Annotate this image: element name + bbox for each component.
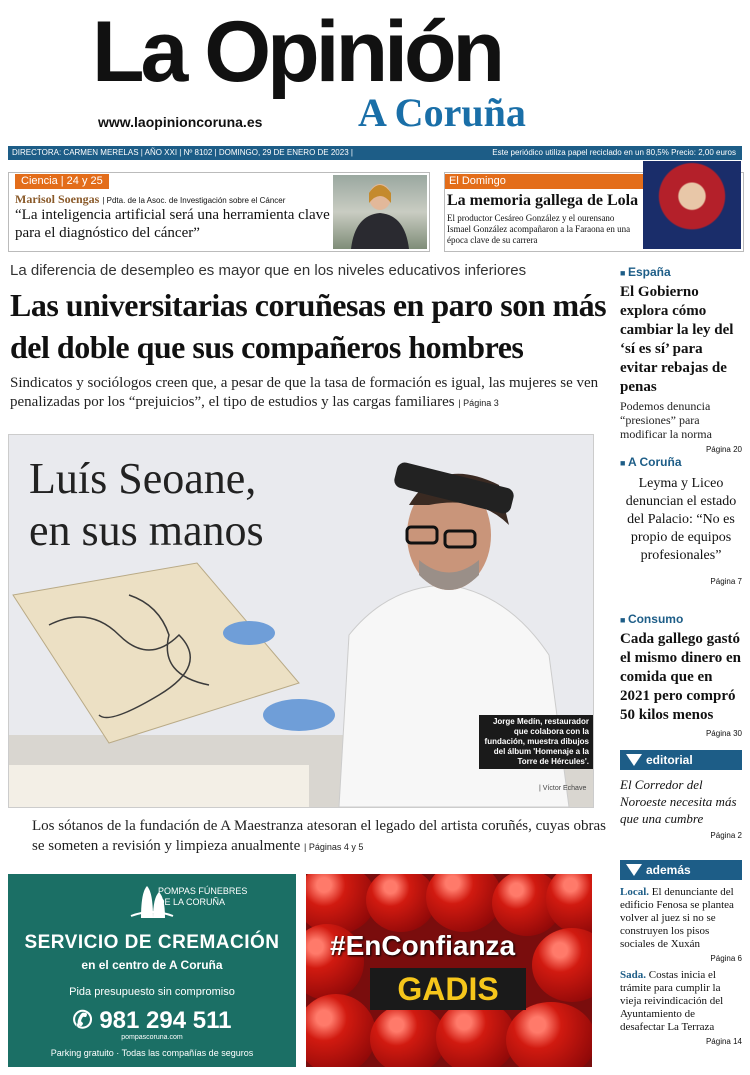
sidebar-ademas-item2-lead: Sada. bbox=[620, 969, 646, 981]
tomato-image bbox=[366, 874, 436, 932]
info-bar bbox=[8, 146, 742, 160]
photo-caption-page-ref: | Páginas 4 y 5 bbox=[304, 842, 364, 852]
lead-summary-text: Sindicatos y sociólogos creen que, a pesar de que la tasa de formación es igual, las mujeres se ven penalizadas por los “prejuicios”, el tipo de estudios y las cargas familiares bbox=[10, 375, 599, 410]
ad-gadis-hashtag: #EnConfianza bbox=[330, 930, 516, 961]
lead-headline[interactable]: Las universitarias coruñesas en paro son más del doble que sus compañeros hombres bbox=[10, 287, 607, 365]
masthead-url[interactable]: www.laopinioncoruna.es bbox=[98, 114, 263, 130]
ad-cremation-brand-line1: POMPAS FÚNEBRES bbox=[158, 886, 248, 896]
promo-science-byline-desc: | Pdta. de la Asoc. de Investigación sobre el Cáncer bbox=[102, 196, 286, 205]
sidebar-coruna-title: Leyma y Liceo denuncian el estado del Palacio: “No es propio de equipos profesionales” bbox=[625, 476, 737, 563]
photo-caption-text: Los sótanos de la fundación de A Maestranza atesoran el legado del artista coruñés, cuyas obras se someten a revisión y limpieza anualmente bbox=[32, 818, 606, 854]
tomato-image bbox=[306, 994, 376, 1067]
ad-cremation-cta: Pida presupuesto sin compromiso bbox=[69, 986, 235, 998]
info-bar-price: Este periódico utiliza papel reciclado en un 80,5% Precio: 2,00 euros bbox=[492, 148, 736, 157]
sidebar-coruna-label: ■ A Coruña bbox=[620, 455, 742, 469]
ad-cremation-phone-number: 981 294 511 bbox=[99, 1007, 232, 1034]
tomato-image bbox=[426, 874, 502, 932]
promo-domingo-text: El productor Cesáreo González y el ourensano Ismael González acompañaron a la Faraona en una época clave de su carrera bbox=[447, 213, 631, 245]
photo-headline-line2: en sus manos bbox=[29, 506, 264, 555]
sidebar-espana-title: El Gobierno explora cómo cambiar la ley del ‘sí es sí’ para evitar rebajas de penas bbox=[620, 284, 734, 395]
promo-science-photo bbox=[333, 175, 427, 249]
ad-cremation-title: SERVICIO DE CREMACIÓN bbox=[24, 932, 280, 953]
ad-cremation-phone[interactable] bbox=[8, 1006, 296, 1035]
sidebar-ademas-item2-page: Página 14 bbox=[705, 1037, 742, 1046]
photo-headline-line1: Luís Seoane, bbox=[29, 454, 257, 503]
promo-domingo[interactable] bbox=[444, 172, 744, 252]
phone-icon: ✆ bbox=[72, 1007, 93, 1034]
sidebar-editorial[interactable] bbox=[620, 750, 742, 840]
tomato-image bbox=[436, 1000, 516, 1067]
promo-domingo-photo bbox=[643, 161, 741, 249]
sidebar-espana-page: Página 20 bbox=[705, 445, 742, 454]
promo-domingo-tag: El Domingo bbox=[445, 174, 645, 189]
ad-cremation-brand bbox=[158, 886, 247, 908]
lead-summary bbox=[10, 374, 606, 413]
promo-domingo-title: La memoria gallega de Lola bbox=[447, 192, 639, 209]
masthead-title: La Opinión bbox=[92, 4, 502, 100]
photo-caption-box: Jorge Medín, restaurador que colabora con la fundación, muestra dibujos del álbum 'Homenaje a la Torre de Hércules'. bbox=[479, 715, 593, 769]
lead-kicker: La diferencia de desempleo es mayor que en los niveles educativos inferiores bbox=[10, 262, 527, 279]
ad-cremation-footer: Parking gratuito · Todas las compañías de seguros bbox=[50, 1048, 254, 1058]
promo-science-byline bbox=[15, 192, 285, 207]
sidebar-consumo-title: Cada gallego gastó el mismo dinero en comida que en 2021 pero compró 50 kilos menos bbox=[620, 631, 741, 723]
ad-gadis-brand: GADIS bbox=[397, 971, 499, 1007]
sidebar-ademas-item2 bbox=[620, 969, 742, 1034]
photo-headline bbox=[29, 453, 264, 557]
tomato-image bbox=[532, 928, 592, 1002]
sidebar-consumo[interactable] bbox=[620, 612, 742, 738]
ad-cremation-subtitle: en el centro de A Coruña bbox=[81, 958, 223, 972]
tomato-image bbox=[370, 1004, 446, 1067]
ad-gadis-logo bbox=[370, 968, 526, 1010]
sidebar-espana[interactable] bbox=[620, 265, 742, 454]
tomato-image bbox=[506, 1002, 592, 1067]
lead-page-ref: | Página 3 bbox=[458, 398, 499, 408]
sidebar-consumo-label: ■ Consumo bbox=[620, 612, 742, 626]
sidebar-espana-label: ■ España bbox=[620, 265, 742, 279]
sidebar-coruna-page: Página 7 bbox=[710, 577, 742, 586]
photographer-credit: | Víctor Echave bbox=[539, 785, 587, 792]
masthead-city: A Coruña bbox=[358, 90, 526, 135]
ad-cremation[interactable] bbox=[8, 874, 296, 1067]
sidebar-espana-sub: Podemos denuncia “presiones” para modificar la norma bbox=[620, 399, 712, 441]
promo-science[interactable] bbox=[8, 172, 430, 252]
sidebar-ademas[interactable] bbox=[620, 860, 742, 1046]
ad-cremation-web: pompascoruna.com bbox=[121, 1034, 183, 1041]
promo-science-tag: Ciencia | 24 y 25 bbox=[15, 174, 109, 189]
sidebar-ademas-label: además bbox=[620, 860, 742, 880]
info-bar-edition: DIRECTORA: CARMEN MERELAS | AÑO XXI | Nº 8102 | DOMINGO, 29 DE ENERO DE 2023 | bbox=[12, 148, 353, 157]
promo-science-quote: “La inteligencia artificial será una herramienta clave para el diagnóstico del cáncer” bbox=[15, 207, 330, 241]
sidebar-ademas-item1-page: Página 6 bbox=[710, 954, 742, 963]
sidebar-consumo-page: Página 30 bbox=[705, 729, 742, 738]
sidebar-editorial-page: Página 2 bbox=[710, 831, 742, 840]
sidebar-ademas-item1 bbox=[620, 886, 742, 951]
ad-gadis[interactable] bbox=[306, 874, 592, 1067]
sidebar-ademas-item2-text: Costas inicia el trámite para cumplir la vieja reivindicación del Ayuntamiento de desafectar La Terraza bbox=[620, 969, 724, 1033]
ad-cremation-brand-line2: DE LA CORUÑA bbox=[158, 897, 226, 907]
sidebar-ademas-item1-text: El denunciante del edificio Fenosa se plantea volver al juez si no se construyen los pisos sociales de Xuxán bbox=[620, 886, 734, 950]
sidebar-editorial-text: El Corredor del Noroeste necesita más que una cumbre bbox=[620, 777, 737, 826]
portrait-image bbox=[333, 175, 427, 249]
sidebar-editorial-label: editorial bbox=[620, 750, 742, 770]
sidebar-coruna[interactable] bbox=[620, 455, 742, 586]
sidebar-ademas-item1-lead: Local. bbox=[620, 886, 650, 898]
photo-caption bbox=[32, 816, 612, 857]
main-photo[interactable] bbox=[8, 434, 594, 808]
promo-science-byline-name: Marisol Soengas bbox=[15, 192, 100, 206]
